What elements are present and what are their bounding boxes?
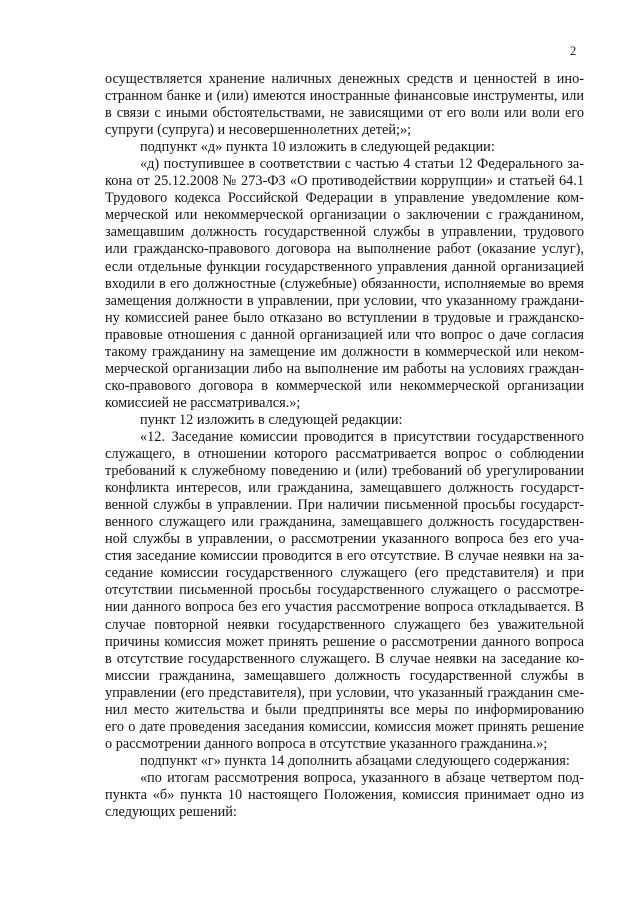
text-line: служащего, в отношении которого рассматривается вопрос о соблюдении [105, 446, 584, 463]
text-line: мерческой организации либо на выполнение им работы на условиях граждан- [105, 360, 584, 377]
text-line: подпункт «д» пункта 10 изложить в следующей редакции: [140, 139, 495, 156]
text-line: замещения должности в управлении, при условии, что указанному граждани- [105, 292, 584, 309]
text-line: венного служащего или гражданина, замещавшего должность государствен- [105, 514, 584, 531]
text-line: «12. Заседание комиссии проводится в присутствии государственного [140, 428, 584, 445]
text-line: в отсутствие государственного служащего. В случае неявки на заседание ко- [105, 650, 584, 667]
text-line: если отдельные функции государственного управления данной организацией [105, 258, 584, 275]
text-line: управлении (его представителя), при условии, что указанный гражданин сме- [105, 684, 584, 701]
text-line: «по итогам рассмотрения вопроса, указанного в абзаце четвертом под- [140, 769, 584, 786]
text-line: в связи с иными обстоятельствами, не зависящими от его воли или воли его [105, 105, 584, 122]
text-line: следующих решений: [105, 804, 237, 821]
text-line: конфликта интересов, или гражданина, замещавшего должность государст- [105, 480, 584, 497]
text-line: комиссией не рассматривался.»; [105, 394, 301, 411]
text-line: такому гражданину на замещение им должности в коммерческой или неком- [105, 343, 584, 360]
text-line: венной службы в управлении. При наличии письменной просьбы государст- [105, 497, 584, 514]
text-line: случае повторной неявки государственного служащего без уважительной [105, 616, 584, 633]
text-line: подпункт «г» пункта 14 дополнить абзацами следующего содержания: [140, 752, 570, 769]
text-line: пункта «б» пункта 10 настоящего Положения, комиссия принимает одно из [105, 786, 584, 803]
text-line: причины комиссия может принять решение о рассмотрении данного вопроса [105, 633, 584, 650]
text-line: ну комиссией ранее было отказано во вступлении в трудовые и гражданско- [105, 309, 584, 326]
text-line: мерческой или некоммерческой организации о заключении с гражданином, [105, 207, 584, 224]
text-line: его о дате проведения заседания комиссии, комиссия может принять решение [105, 718, 584, 735]
text-line: «д) поступившее в соответствии с частью 4 статьи 12 Федерального за- [140, 156, 584, 173]
text-line: стия заседание комиссии проводится в его отсутствие. В случае неявки на за- [105, 548, 584, 565]
text-line: кона от 25.12.2008 № 273-ФЗ «О противодействии коррупции» и статьей 64.1 [105, 173, 584, 190]
text-line: миссии гражданина, замещавшего должность государственной службы в [105, 667, 584, 684]
text-line: ско-правового договора в коммерческой или некоммерческой организации [105, 377, 584, 394]
text-line: супруги (супруга) и несовершеннолетних детей;»; [105, 122, 412, 139]
text-line: ной службы в управлении, о рассмотрении указанного вопроса без его уча- [105, 531, 584, 548]
text-line: нии данного вопроса без его участия рассмотрение вопроса откладывается. В [105, 599, 584, 616]
text-line: требований к служебному поведению и (или) требований об урегулировании [105, 463, 584, 480]
text-line: нил место жительства и были предприняты все меры по информированию [105, 701, 584, 718]
text-line: Трудового кодекса Российской Федерации в управление уведомление ком- [105, 190, 584, 207]
text-line: замещавшим должность государственной службы в управлении, трудового [105, 224, 584, 241]
text-line: отсутствии письменной просьбы государственного служащего о рассмотре- [105, 582, 584, 599]
text-line: седание комиссии государственного служащего (его представителя) и при [105, 565, 584, 582]
document-body [105, 71, 584, 821]
text-line: о рассмотрении данного вопроса в отсутствие указанного гражданина.»; [105, 735, 548, 752]
text-line: странном банке и (или) имеются иностранные финансовые инструменты, или [105, 88, 584, 105]
text-line: осуществляется хранение наличных денежных средств и ценностей в ино- [105, 71, 584, 87]
text-line: или гражданско-правового договора на выполнение работ (оказание услуг), [105, 241, 584, 258]
text-line: входили в его должностные (служебные) обязанности, исполняемые во время [105, 275, 584, 292]
page-number: 2 [570, 44, 577, 58]
text-line: правовые отношения с данной организацией или что вопрос о даче согласия [105, 326, 584, 343]
text-line: пункт 12 изложить в следующей редакции: [140, 411, 403, 428]
